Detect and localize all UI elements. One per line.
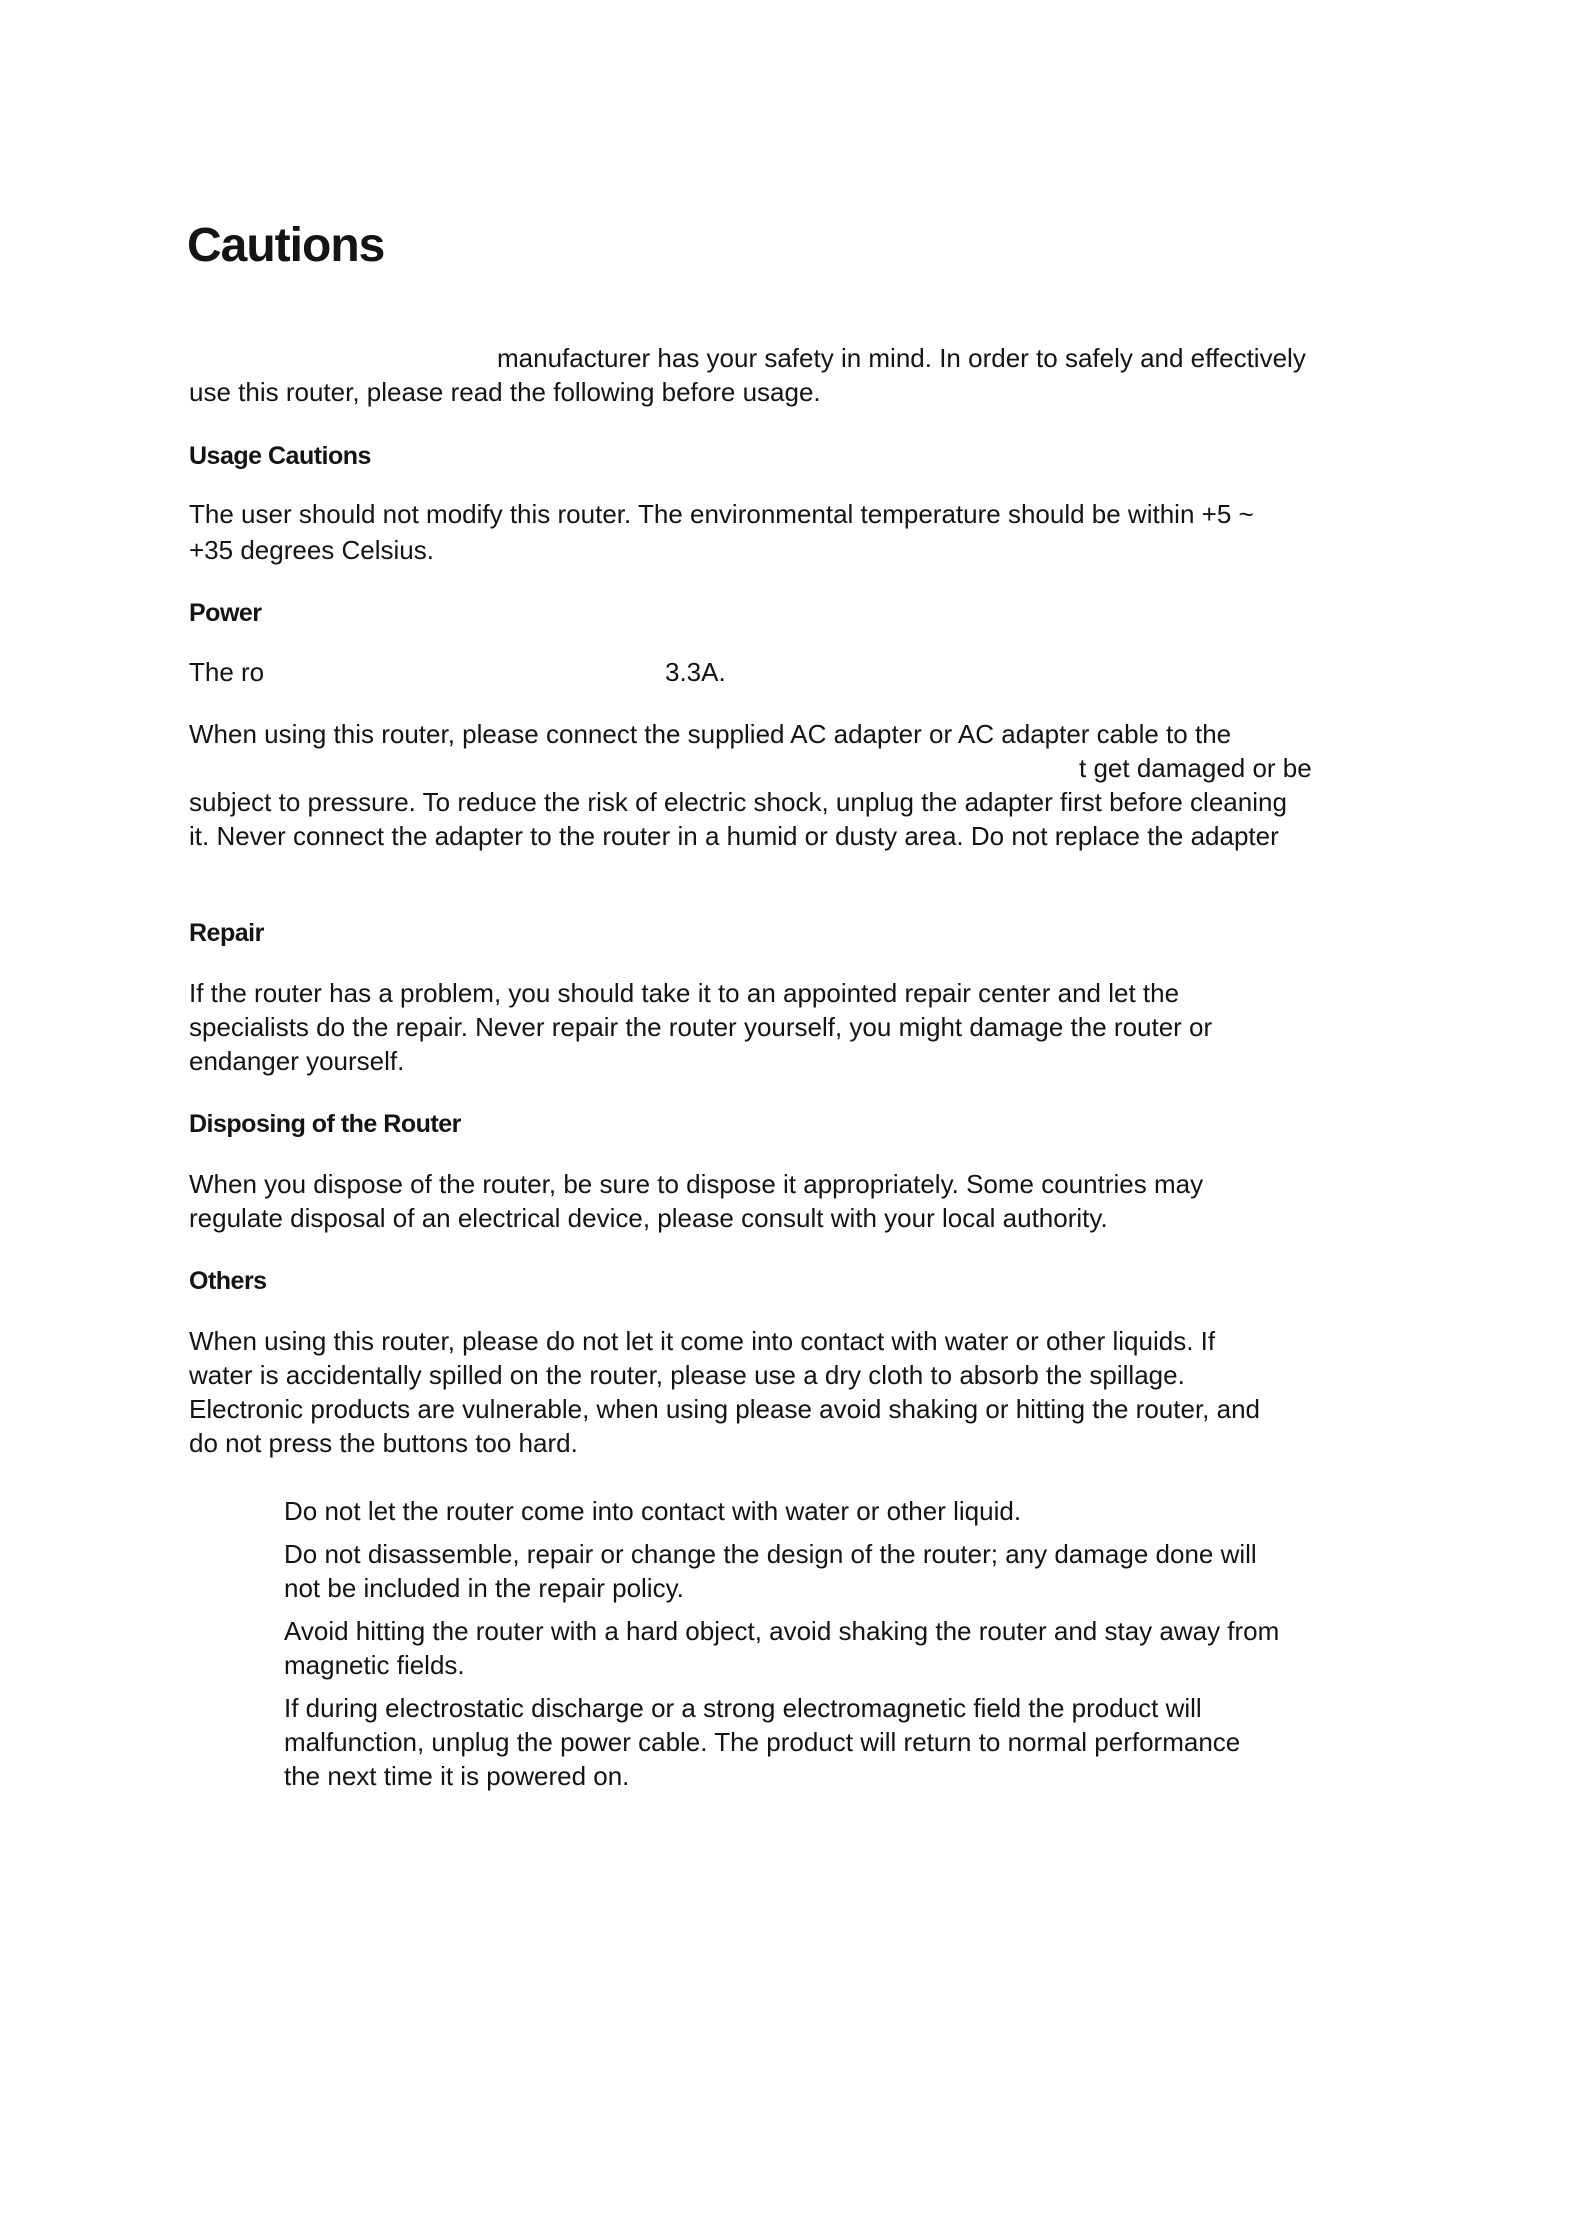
page-title: Cautions [187,219,385,272]
list-item-line: Do not disassemble, repair or change the design of the router; any damage done will [284,1539,1257,1569]
power-line: t get damaged or be [1079,753,1312,783]
power-rating-prefix: The ro [189,657,265,687]
list-item-line: magnetic fields. [284,1650,465,1680]
others-heading: Others [189,1267,267,1295]
others-line: do not press the buttons too hard. [189,1428,578,1458]
list-item-line: malfunction, unplug the power cable. The product will return to normal performance [284,1727,1241,1757]
power-line: it. Never connect the adapter to the router in a humid or dusty area. Do not replace the adapter [189,821,1279,851]
disposing-line: regulate disposal of an electrical device, please consult with your local authority. [189,1203,1108,1233]
list-item-line: If during electrostatic discharge or a strong electromagnetic field the product will [284,1693,1202,1723]
power-rating-suffix: 3.3A. [665,657,726,687]
list-item-line: Do not let the router come into contact with water or other liquid. [284,1496,1022,1526]
list-item-line: not be included in the repair policy. [284,1573,684,1603]
list-item-line: the next time it is powered on. [284,1761,630,1791]
list-item-line: Avoid hitting the router with a hard object, avoid shaking the router and stay away from [284,1616,1280,1646]
repair-line: If the router has a problem, you should take it to an appointed repair center and let the [189,978,1180,1008]
intro-line: use this router, please read the following before usage. [189,377,821,407]
repair-line: specialists do the repair. Never repair the router yourself, you might damage the router or [189,1012,1213,1042]
others-line: Electronic products are vulnerable, when using please avoid shaking or hitting the router, and [189,1394,1260,1424]
others-line: water is accidentally spilled on the router, please use a dry cloth to absorb the spillage. [189,1360,1185,1390]
disposing-line: When you dispose of the router, be sure to dispose it appropriately. Some countries may [189,1169,1204,1199]
power-heading: Power [189,599,262,627]
usage-cautions-heading: Usage Cautions [189,442,371,470]
repair-line: endanger yourself. [189,1046,405,1076]
power-line: subject to pressure. To reduce the risk of electric shock, unplug the adapter first before cleaning [189,787,1287,817]
intro-line: manufacturer has your safety in mind. In order to safely and effectively [497,343,1306,373]
repair-heading: Repair [189,919,264,947]
usage-line: +35 degrees Celsius. [189,535,434,565]
power-line: When using this router, please connect the supplied AC adapter or AC adapter cable to the [189,719,1232,749]
others-line: When using this router, please do not let it come into contact with water or other liquids. If [189,1326,1216,1356]
disposing-heading: Disposing of the Router [189,1110,461,1138]
usage-line: The user should not modify this router. The environmental temperature should be within +5 ~ [189,499,1254,529]
